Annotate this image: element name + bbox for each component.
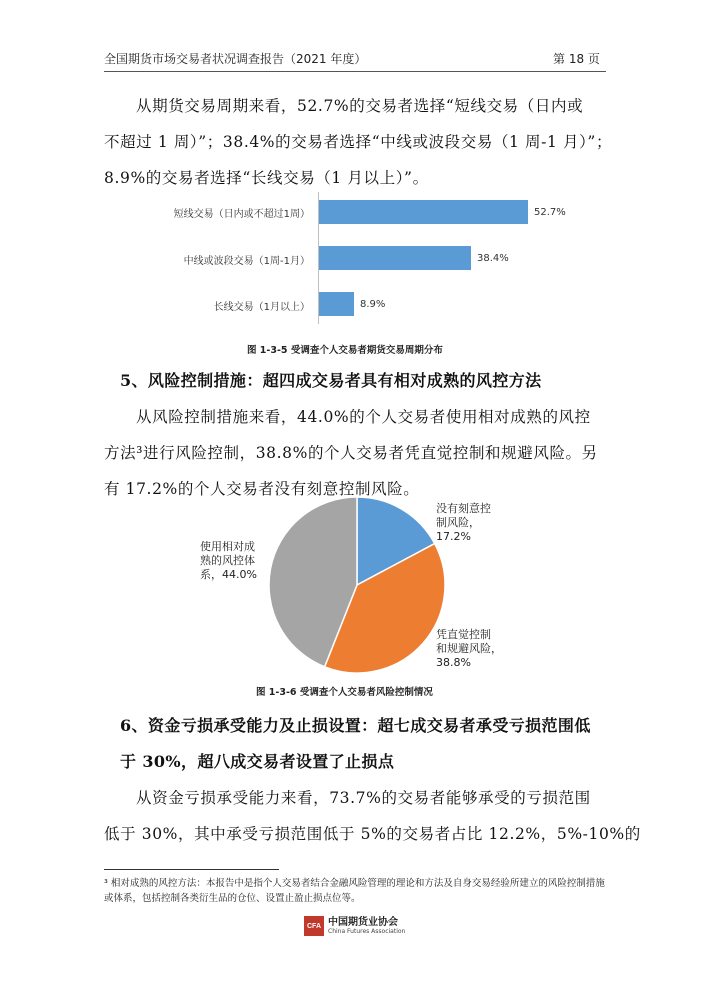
pie-label-intuition-line-1: 凭直觉控制 <box>436 628 491 641</box>
section-5-heading-text: 5、风险控制措施：超四成交易者具有相对成熟的风控方法 <box>120 371 542 390</box>
section-5-line-1: 从风险控制措施来看，44.0%的个人交易者使用相对成熟的风控 <box>136 408 591 426</box>
bar-short-term <box>319 200 528 224</box>
section-6-paragraph <box>104 780 641 852</box>
bar-value-mid-term: 38.4% <box>477 253 509 264</box>
section-6-line-2: 低于 30%，其中承受亏损范围低于 5%的交易者占比 12.2%，5%-10%的 <box>104 825 641 843</box>
pie-label-intuition-line-2: 和规避风险， <box>436 642 502 655</box>
cfa-logo-icon: CFA <box>304 916 324 936</box>
pie-label-mature-line-2: 熟的风控体 <box>200 554 255 567</box>
pie-chart-area <box>0 490 710 680</box>
bar-value-short-term: 52.7% <box>534 207 566 218</box>
section-5-line-3: 有 17.2%的个人交易者没有刻意控制风险。 <box>104 480 420 498</box>
section-6-line-1: 从资金亏损承受能力来看，73.7%的交易者能够承受的亏损范围 <box>136 789 591 807</box>
pie-label-no-control-line-1: 没有刻意控 <box>436 502 491 515</box>
pie-label-intuition-line-3: 38.8% <box>436 656 471 669</box>
bar-long-term <box>319 292 354 316</box>
section-6-heading-line-2: 于 30%，超八成交易者设置了止损点 <box>120 752 395 771</box>
bar-label-mid-term: 中线或波段交易（1周-1月） <box>183 256 310 267</box>
pie-label-mature-line-1: 使用相对成 <box>200 540 255 553</box>
bar-mid-term <box>319 246 471 270</box>
header-rule <box>104 71 606 72</box>
intro-line-1: 从期货交易周期来看，52.7%的交易者选择“短线交易（日内或 <box>136 97 584 115</box>
bar-chart <box>0 190 710 330</box>
section-5-line-2: 方法³进行风险控制，38.8%的个人交易者凭直觉控制和规避风险。另 <box>104 444 598 462</box>
footer-logo <box>304 916 405 936</box>
running-header-title: 全国期货市场交易者状况调查报告（2021 年度） <box>104 52 367 66</box>
section-6-heading-line-1: 6、资金亏损承受能力及止损设置：超七成交易者承受亏损范围低 <box>120 716 591 735</box>
intro-line-3: 8.9%的交易者选择“长线交易（1 月以上）”。 <box>104 169 429 187</box>
section-6-heading <box>120 708 610 780</box>
bar-value-long-term: 8.9% <box>360 299 386 310</box>
footnote-rule <box>104 869 279 870</box>
bar-label-long-term: 长线交易（1月以上） <box>213 302 310 313</box>
page-number: 第 18 页 <box>553 52 600 66</box>
pie-label-no-control <box>436 502 526 544</box>
pie-label-no-control-line-2: 制风险， <box>436 516 480 529</box>
pie-chart <box>266 494 448 676</box>
bar-label-short-term: 短线交易（日内或不超过1周） <box>173 209 310 220</box>
section-5-heading <box>120 363 610 399</box>
pie-label-mature-line-3: 系，44.0% <box>200 568 257 581</box>
pie-label-mature <box>200 540 272 582</box>
footer-org-name-cn: 中国期货业协会 <box>328 916 398 928</box>
intro-line-2: 不超过 1 周）”；38.4%的交易者选择“中线或波段交易（1 周-1 月）”； <box>104 133 613 151</box>
intro-paragraph <box>104 88 613 196</box>
pie-label-intuition <box>436 628 536 670</box>
figure-caption-2: 图 1-3-6 受调查个人交易者风险控制情况 <box>256 687 433 698</box>
footer-org-name-en: China Futures Association <box>328 927 406 935</box>
pie-label-no-control-line-3: 17.2% <box>436 530 471 543</box>
footnote: ³ 相对成熟的风控方法：本报告中是指个人交易者结合金融风险管理的理论和方法及自身交易经验所建立的风险控制措施或体系，包括控制各类衍生品的仓位、设置止盈止损点位等。 <box>104 878 605 904</box>
figure-caption-1: 图 1-3-5 受调查个人交易者期货交易周期分布 <box>247 345 443 356</box>
